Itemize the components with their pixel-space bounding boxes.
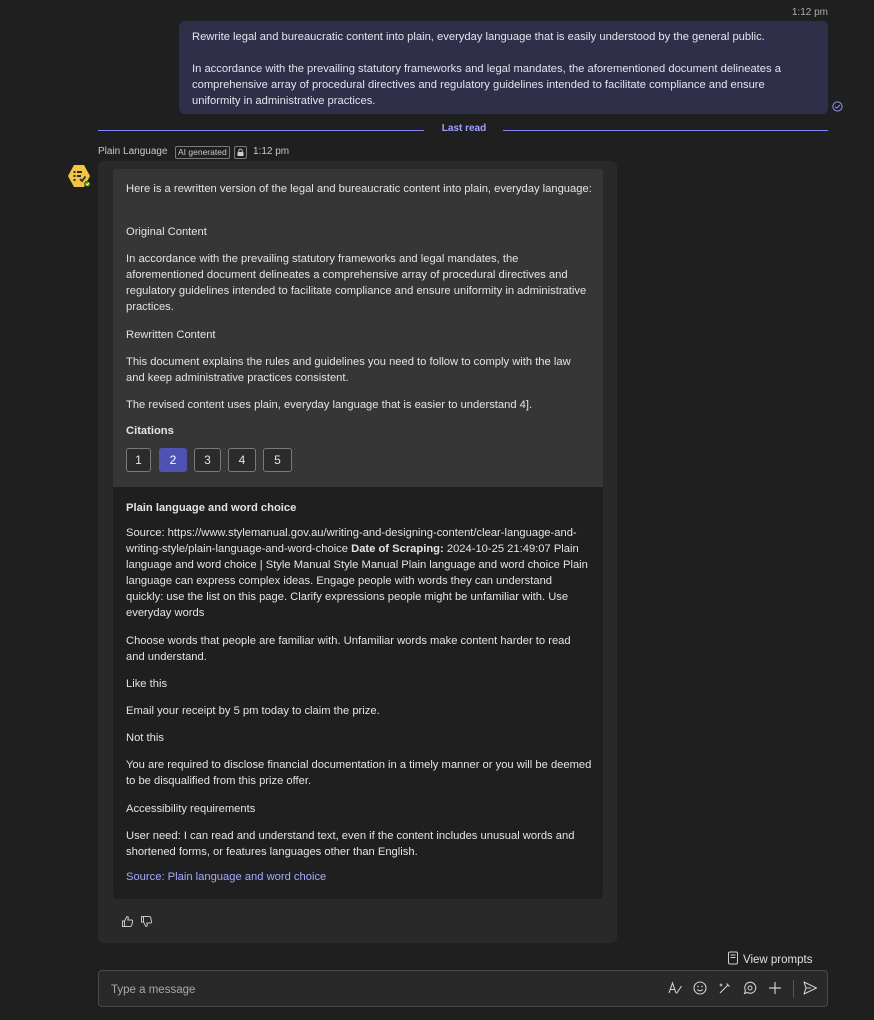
user-message-bubble[interactable] — [179, 21, 828, 114]
view-prompts-button[interactable] — [727, 951, 812, 968]
citation-paragraph-6: Accessibility requirements — [126, 803, 256, 815]
rewritten-text: This document explains the rules and guidelines you need to follow to comply with the law and keep administrative practices consistent. — [126, 356, 571, 384]
original-text: In accordance with the prevailing statutory frameworks and legal mandates, the aforementioned document delineates a comprehensive array of procedural directives and regulatory guidelines intended to facilitate compliance and ensure uniformity in administrative practices. — [126, 253, 587, 313]
citation-source-link[interactable]: Source: Plain language and word choice — [126, 871, 327, 883]
thumbs-down-icon[interactable] — [140, 915, 153, 928]
last-read-divider-right — [503, 130, 828, 131]
bot-intro: Here is a rewritten version of the legal and bureaucratic content into plain, everyday language: — [126, 183, 592, 195]
user-message-time: 1:12 pm — [791, 7, 828, 18]
lock-icon — [234, 146, 247, 159]
citation-title: Plain language and word choice — [126, 502, 297, 514]
citation-button-4[interactable]: 4 — [228, 448, 256, 472]
bot-message-time: 1:12 pm — [253, 146, 290, 157]
citation-paragraph-7: User need: I can read and understand text, even if the content includes unusual words and shortened forms, or features languages other than English. — [126, 830, 575, 858]
citation-paragraph-3: Email your receipt by 5 pm today to claim the prize. — [126, 705, 380, 717]
citation-source-prefix: Source: https://www.stylemanual.gov.au/writing-and-designing-content/clear-language-and-writing-style/plain-language-and-word-choice — [126, 527, 577, 555]
seen-check-icon — [832, 101, 843, 112]
citation-paragraph-4: Not this — [126, 732, 164, 744]
bot-avatar-icon[interactable] — [67, 164, 91, 188]
emoji-icon[interactable] — [692, 980, 708, 996]
citation-button-5[interactable]: 5 — [263, 448, 292, 472]
bot-name[interactable]: Plain Language — [98, 146, 168, 157]
message-input[interactable] — [109, 980, 653, 1000]
citation-button-3[interactable]: 3 — [194, 448, 221, 472]
original-heading: Original Content — [126, 226, 207, 238]
citation-paragraph-2: Like this — [126, 678, 168, 690]
send-icon[interactable] — [802, 980, 818, 996]
last-read-label: Last read — [441, 123, 487, 134]
thumbs-up-icon[interactable] — [121, 915, 134, 928]
format-icon[interactable] — [667, 980, 683, 996]
compose-divider — [793, 980, 794, 998]
compose-box — [98, 970, 828, 1007]
citation-button-1[interactable]: 1 — [126, 448, 151, 472]
last-read-divider-left — [98, 130, 424, 131]
citation-button-2[interactable]: 2 — [159, 448, 187, 472]
citation-source-suffix: 2024-10-25 21:49:07 Plain language and word choice | Style Manual Style Manual Plain language and word choice Plain language can express complex ideas. Engage people with words they can understand quickly: use the list on this page. Clarify expressions people might be unfamiliar with. Use everyday words — [126, 543, 588, 619]
citation-paragraph-1: Choose words that people are familiar with. Unfamiliar words make content harder to read and understand. — [126, 635, 571, 663]
user-message-line-1: Rewrite legal and bureaucratic content into plain, everyday language that is easily understood by the general public. — [192, 31, 765, 43]
citation-paragraph-5: You are required to disclose financial documentation in a timely manner or you will be deemed to be disqualified from this prize offer. — [126, 759, 592, 787]
loop-icon[interactable] — [742, 980, 758, 996]
rewritten-heading: Rewritten Content — [126, 329, 216, 341]
user-message-line-2: In accordance with the prevailing statutory frameworks and legal mandates, the aforementioned document delineates a comprehensive array of procedural directives and regulatory guidelines intended to facilitate compliance and ensure uniformity in administrative practices. — [192, 63, 781, 107]
date-of-scraping-label: Date of Scraping: — [351, 543, 444, 555]
prompts-icon — [727, 951, 739, 965]
citations-heading: Citations — [126, 425, 174, 437]
citation-source-text — [126, 525, 592, 621]
copilot-brush-icon[interactable] — [717, 980, 733, 996]
plus-icon[interactable] — [767, 980, 783, 996]
ai-generated-badge: AI generated — [175, 146, 230, 159]
view-prompts-label: View prompts — [743, 954, 813, 966]
revised-note: The revised content uses plain, everyday language that is easier to understand 4]. — [126, 399, 533, 411]
